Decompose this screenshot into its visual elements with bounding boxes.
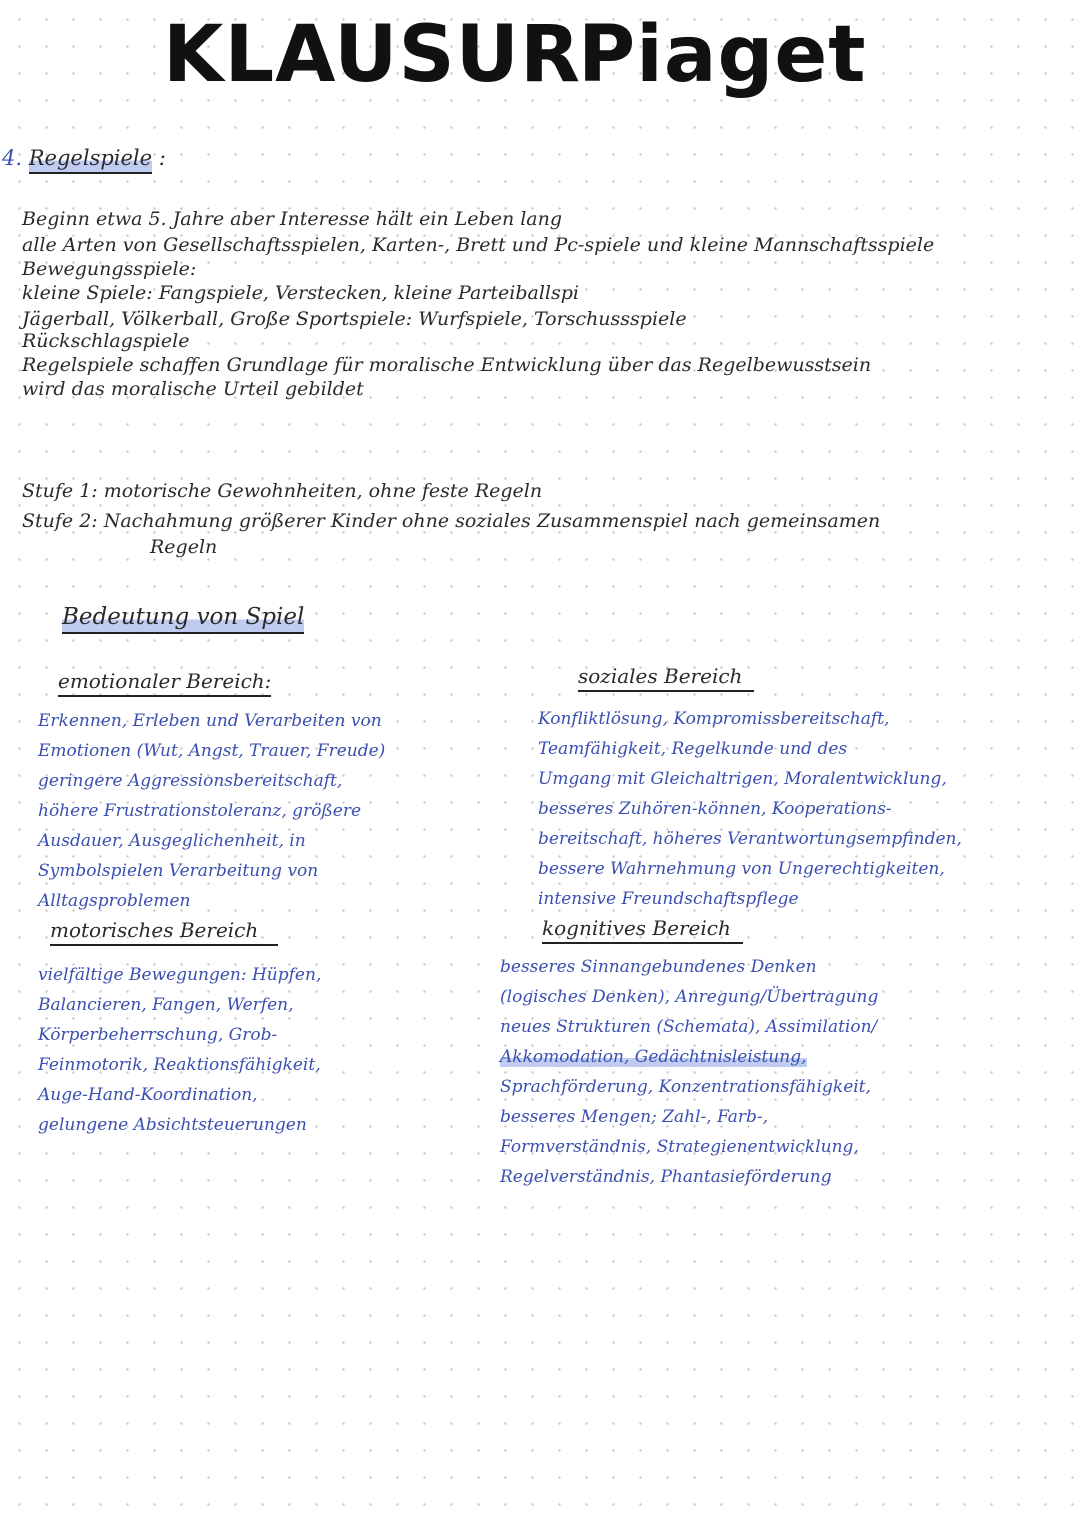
list-item: Ausdauer, Ausgeglichenheit, in <box>38 831 306 851</box>
stage-line: Stufe 2: Nachahmung größerer Kinder ohne soziales Zusammenspiel nach gemeinsamen <box>22 510 881 532</box>
stage-line: Regeln <box>150 536 218 558</box>
social-list <box>538 704 962 914</box>
intro-line: kleine Spiele: Fangspiele, Verstecken, kleine Parteiballspi <box>22 282 579 304</box>
list-item: bessere Wahrnehmung von Ungerechtigkeiten, <box>538 859 945 879</box>
list-item: besseres Mengen; Zahl-, Farb-, <box>500 1107 769 1127</box>
list-item: bereitschaft, höheres Verantwortungsempfinden, <box>538 829 962 849</box>
list-item: intensive Freundschaftspflege <box>538 889 799 909</box>
page-title-left: KLAUSUR <box>163 10 582 100</box>
section-number: 4. <box>2 146 23 170</box>
list-item: Feinmotorik, Reaktionsfähigkeit, <box>38 1055 321 1075</box>
intro-line: Bewegungsspiele: <box>22 258 197 280</box>
list-item: gelungene Absichtsteuerungen <box>38 1115 307 1135</box>
list-item: Sprachförderung, Konzentrationsfähigkeit, <box>500 1077 871 1097</box>
intro-line: Rückschlagspiele <box>22 330 190 352</box>
page-title-right: Piaget <box>578 10 867 100</box>
list-item: Balancieren, Fangen, Werfen, <box>38 995 294 1015</box>
list-item: Erkennen, Erleben und Verarbeiten von <box>38 711 382 731</box>
stages-block <box>22 476 880 562</box>
list-item: besseres Sinnangebundenes Denken <box>500 957 817 977</box>
cognitive-list <box>500 952 878 1192</box>
list-item: Akkomodation, Gedächtnisleistung, <box>500 1047 807 1067</box>
motor-list <box>38 960 321 1140</box>
list-item: (logisches Denken), Anregung/Übertragung <box>500 987 879 1007</box>
list-item: vielfältige Bewegungen: Hüpfen, <box>38 965 322 985</box>
intro-line: alle Arten von Gesellschaftsspielen, Karten-, Brett und Pc-spiele und kleine Mannschaftsspiele <box>22 234 935 256</box>
intro-line: wird das moralische Urteil gebildet <box>22 378 364 400</box>
emotional-heading: emotionaler Bereich: <box>58 669 271 693</box>
list-item: höhere Frustrationstoleranz, größere <box>38 801 362 821</box>
list-item: Körperbeherrschung, Grob- <box>38 1025 278 1045</box>
list-item: Symbolspielen Verarbeitung von <box>38 861 319 881</box>
motor-heading: motorisches Bereich <box>50 918 278 942</box>
list-item: Alltagsproblemen <box>38 891 191 911</box>
section-heading <box>2 146 166 170</box>
intro-line: Beginn etwa 5. Jahre aber Interesse hält ein Leben lang <box>22 208 563 230</box>
social-heading: soziales Bereich <box>578 664 754 688</box>
list-item: Regelverständnis, Phantasieförderung <box>500 1167 832 1187</box>
section-colon: : <box>158 146 166 170</box>
list-item: Teamfähigkeit, Regelkunde und des <box>538 739 848 759</box>
list-item: neues Strukturen (Schemata), Assimilation/ <box>500 1017 878 1037</box>
list-item: Auge-Hand-Koordination, <box>38 1085 258 1105</box>
intro-line: Jägerball, Völkerball, Große Sportspiele: Wurfspiele, Torschussspiele <box>22 308 687 330</box>
list-item: geringere Aggressionsbereitschaft, <box>38 771 343 791</box>
list-item: Konfliktlösung, Kompromissbereitschaft, <box>538 709 890 729</box>
list-item: Emotionen (Wut, Angst, Trauer, Freude) <box>38 741 386 761</box>
emotional-list <box>38 706 385 916</box>
stage-line: Stufe 1: motorische Gewohnheiten, ohne feste Regeln <box>22 480 543 502</box>
list-item: Umgang mit Gleichaltrigen, Moralentwicklung, <box>538 769 947 789</box>
meaning-heading: Bedeutung von Spiel <box>62 604 304 630</box>
list-item: besseres Zuhören-können, Kooperations- <box>538 799 892 819</box>
cognitive-heading: kognitives Bereich <box>542 916 743 940</box>
section-heading-text: Regelspiele <box>29 146 152 174</box>
intro-block <box>22 204 934 404</box>
list-item: Formverständnis, Strategienentwicklung, <box>500 1137 859 1157</box>
intro-line: Regelspiele schaffen Grundlage für moralische Entwicklung über das Regelbewusstsein <box>22 354 872 376</box>
